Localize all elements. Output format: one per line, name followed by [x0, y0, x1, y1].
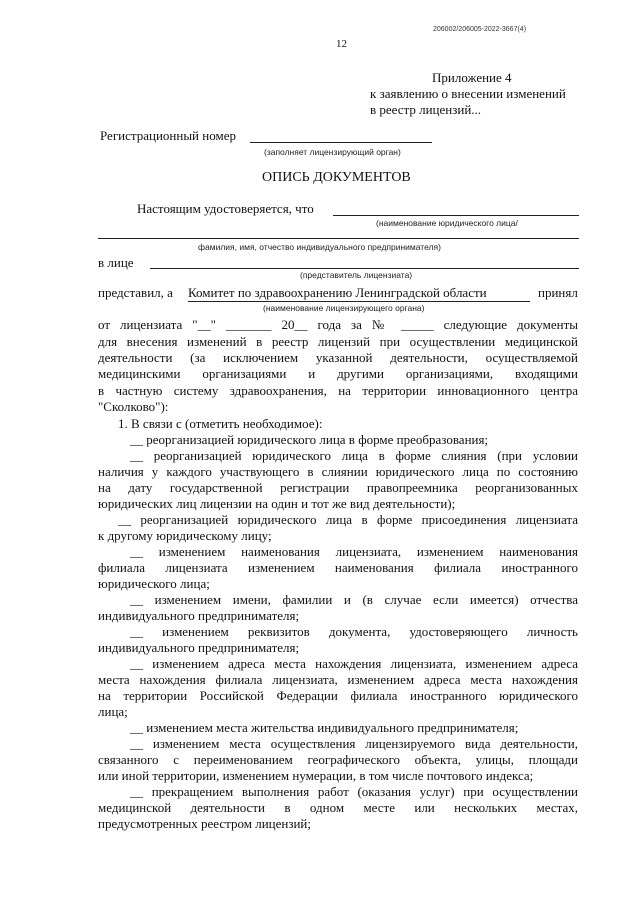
option-text-line: на дату государственной регистрации правопреемника реорганизованных [98, 480, 578, 495]
representative-hint: (представитель лицензиата) [300, 270, 413, 280]
option-activity-place-change[interactable]: __ изменением места осуществления лицензируемого вида деятельности, [130, 736, 578, 751]
option-text-line: к другому юридическому лицу; [98, 528, 272, 543]
option-reorganization-accession[interactable]: __ реорганизацией юридического лица в форме присоединения лицензиата [118, 512, 578, 527]
presented-prefix: представил, а [98, 285, 173, 300]
registration-label: Регистрационный номер [100, 128, 236, 143]
option-text-line: места нахождения филиала лицензиата, изменением адреса места нахождения [98, 672, 578, 687]
option-termination-of-works[interactable]: __ прекращением выполнения работ (оказания услуг) при осуществлении [130, 784, 578, 799]
representative-field[interactable] [150, 268, 579, 269]
document-title: ОПИСЬ ДОКУМЕНТОВ [262, 170, 411, 185]
option-reorganization-transformation[interactable]: __ реорганизацией юридического лица в форме преобразования; [130, 432, 489, 447]
option-name-change[interactable]: __ изменением наименования лицензиата, изменением наименования [130, 544, 578, 559]
option-text-line: юридических лиц лицензии на один и тот же вид деятельности); [98, 496, 456, 511]
paragraph-line: в частную систему здравоохранения, на территории инновационного центра [98, 383, 578, 398]
entrepreneur-field[interactable] [98, 238, 579, 239]
option-text-line: лица; [98, 704, 128, 719]
certify-label: Настоящим удостоверяется, что [137, 201, 314, 216]
option-text-line: медицинской деятельности в одном месте или нескольких местах, [98, 800, 578, 815]
licensing-organ-hint: (наименование лицензирующего органа) [263, 303, 425, 313]
registration-field[interactable] [250, 142, 432, 143]
legal-entity-hint: (наименование юридического лица/ [376, 218, 518, 228]
option-text-line: на территории Российской Федерации филиала иностранного юридического [98, 688, 578, 703]
paragraph-line: деятельности (за исключением указанной деятельности, осуществляемой [98, 350, 578, 365]
option-text-line: индивидуального предпринимателя; [98, 640, 300, 655]
paragraph-line: "Сколково"): [98, 399, 169, 414]
option-reorganization-merger[interactable]: __ реорганизацией юридического лица в форме слияния (при условии [130, 448, 578, 463]
option-residence-change[interactable]: __ изменением места жительства индивидуального предпринимателя; [130, 720, 519, 735]
registration-hint: (заполняет лицензирующий орган) [264, 147, 401, 157]
legal-entity-field[interactable] [333, 215, 579, 216]
option-id-document-change[interactable]: __ изменением реквизитов документа, удостоверяющего личность [130, 624, 578, 639]
paragraph-line: от лицензиата "__" _______ 20__ года за № _____ следующие документы [98, 317, 578, 332]
appendix-subtitle-2: в реестр лицензий... [370, 102, 482, 117]
section-heading: 1. В связи с (отметить необходимое): [118, 416, 323, 431]
option-text-line: индивидуального предпринимателя; [98, 608, 300, 623]
document-code: 206002/206005-2022-3667(4) [433, 26, 527, 33]
paragraph-line: медицинскими организациями и другими организациями, входящими [98, 366, 578, 381]
presented-suffix: принял [538, 285, 578, 300]
option-text-line: или иной территории, изменением нумерации, в том числе почтового индекса; [98, 768, 534, 783]
page-number: 12 [336, 38, 347, 50]
option-text-line: наличия у каждого участвующего в слиянии юридического лица по состоянию [98, 464, 578, 479]
option-text-line: филиала лицензиата изменением наименования филиала иностранного [98, 560, 578, 575]
option-personal-name-change[interactable]: __ изменением имени, фамилии и (в случае если имеется) отчества [130, 592, 578, 607]
option-text-line: юридического лица; [98, 576, 210, 591]
representative-label: в лице [98, 255, 134, 270]
option-text-line: предусмотренных реестром лицензий; [98, 816, 311, 831]
option-address-change[interactable]: __ изменением адреса места нахождения лицензиата, изменением адреса [130, 656, 578, 671]
entrepreneur-hint: фамилия, имя, отчество индивидуального предпринимателя) [198, 242, 441, 252]
appendix-subtitle-1: к заявлению о внесении изменений [370, 86, 566, 101]
licensing-organ-field[interactable]: Комитет по здравоохранению Ленинградской области [188, 285, 530, 302]
appendix-title: Приложение 4 [432, 70, 512, 85]
option-text-line: связанного с переименованием географического объекта, улицы, площади [98, 752, 578, 767]
paragraph-line: для внесения изменений в реестр лицензий при осуществлении медицинской [98, 334, 578, 349]
